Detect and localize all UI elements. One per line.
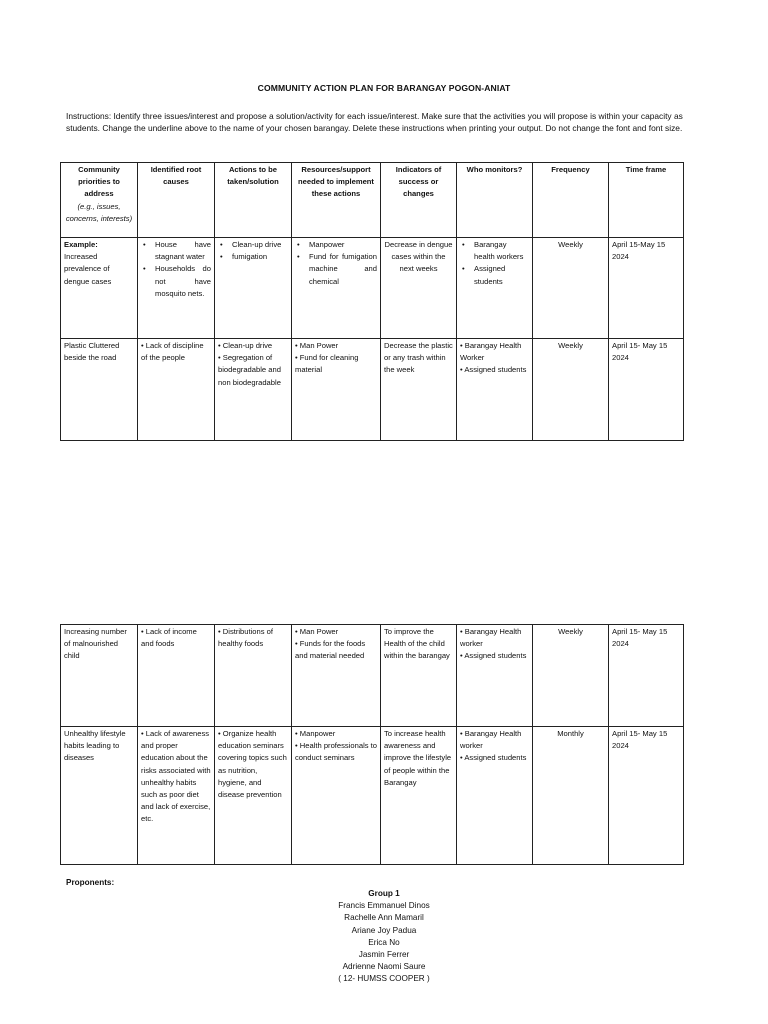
resources-cell: [292, 727, 381, 865]
instructions-paragraph: Instructions: Identify three issues/interest and propose a solution/activity for each issue/interest. Make sure that the activities you will propose is within your capacity as students. Change the underline above to the name of your chosen barangay. Delete these instructions when printing your output. Do not change the font and font size.: [66, 111, 683, 134]
table-header-row: [61, 163, 684, 238]
header-priorities-label: Community priorities to address: [78, 165, 120, 199]
member-name: Jasmin Ferrer: [358, 950, 410, 960]
priority-cell: Unhealthy lifestyle habits leading to diseases: [61, 727, 138, 865]
member-name: Rachelle Ann Mamaril: [344, 913, 424, 923]
list-item: • House have stagnant water: [141, 239, 211, 263]
list-item: • Clean-up drive: [218, 239, 288, 251]
list-item: • Barangay Health worker: [460, 627, 522, 649]
group-section: ( 12- HUMSS COOPER ): [338, 974, 430, 984]
actions-cell: [215, 238, 292, 339]
list-item: • Manpower: [295, 729, 336, 738]
member-name: Erica No: [368, 937, 400, 947]
indicators-cell: Decrease in dengue cases within the next weeks: [381, 238, 457, 339]
table-row: [61, 625, 684, 727]
header-actions: Actions to be taken/solution: [215, 163, 292, 238]
actions-cell: • Distributions of healthy foods: [215, 625, 292, 727]
group-title: Group 1: [368, 889, 400, 898]
header-frequency: Frequency: [533, 163, 609, 238]
list-item: • Man Power: [295, 341, 339, 350]
action-plan-table-continued: [60, 624, 684, 865]
monitors-cell: [457, 727, 533, 865]
frequency-cell: Weekly: [533, 339, 609, 441]
list-item: • Man Power: [295, 627, 339, 636]
header-root-causes: Identified root causes: [138, 163, 215, 238]
header-indicators: Indicators of success or changes: [381, 163, 457, 238]
list-item: • Funds for the foods and material needed: [295, 639, 366, 661]
monitors-cell: [457, 339, 533, 441]
monitors-cell: [457, 238, 533, 339]
table-row: [61, 339, 684, 441]
timeframe-cell: April 15-May 15 2024: [609, 238, 684, 339]
table-row: [61, 727, 684, 865]
group-members: [0, 888, 768, 986]
priority-cell: [61, 238, 138, 339]
list-item: • Barangay health workers: [460, 239, 529, 263]
list-item: • Clean-up drive: [218, 341, 273, 350]
list-item: • Barangay Health Worker: [460, 341, 522, 363]
causes-cell: • Lack of discipline of the people: [138, 339, 215, 441]
list-item: • Fund for cleaning material: [295, 353, 359, 375]
indicators-cell: To improve the Health of the child within the barangay: [381, 625, 457, 727]
indicators-cell: To increase health awareness and improve the lifestyle of people within the Barangay: [381, 727, 457, 865]
header-timeframe: Time frame: [609, 163, 684, 238]
monitors-cell: [457, 625, 533, 727]
table-row: [61, 238, 684, 339]
list-item: • fumigation: [218, 251, 288, 263]
resources-cell: [292, 238, 381, 339]
list-item: • Assigned students: [460, 263, 529, 287]
list-item: • Segregation of biodegradable and non biodegradable: [218, 353, 281, 387]
header-priorities-note: (e.g., issues, concerns, interests): [65, 201, 133, 223]
proponents-label: Proponents:: [66, 878, 115, 887]
resources-cell: [292, 625, 381, 727]
resources-cell: [292, 339, 381, 441]
header-monitors: Who monitors?: [457, 163, 533, 238]
list-item: • Fund for fumigation machine and chemical: [295, 251, 377, 288]
list-item: • Assigned students: [460, 651, 527, 661]
priority-text: Increased prevalence of dengue cases: [64, 252, 112, 286]
list-item: • Barangay Health worker: [460, 729, 522, 751]
frequency-cell: Monthly: [533, 727, 609, 865]
actions-cell: • Organize health education seminars covering topics such as nutrition, hygiene, and disease prevention: [215, 727, 292, 865]
member-name: Ariane Joy Padua: [351, 925, 417, 935]
list-item: • Assigned students: [460, 753, 527, 763]
actions-cell: [215, 339, 292, 441]
list-item: • Manpower: [295, 239, 377, 251]
priority-cell: Plastic Cluttered beside the road: [61, 339, 138, 441]
action-plan-table: [60, 162, 684, 441]
timeframe-cell: April 15- May 15 2024: [609, 727, 684, 865]
example-label: Example:: [64, 240, 98, 249]
timeframe-cell: April 15- May 15 2024: [609, 339, 684, 441]
causes-cell: • Lack of income and foods: [138, 625, 215, 727]
causes-cell: [138, 238, 215, 339]
frequency-cell: Weekly: [533, 625, 609, 727]
causes-cell: • Lack of awareness and proper education about the risks associated with unhealthy habits such as poor diet and lack of exercise, etc.: [138, 727, 215, 865]
header-resources: Resources/support needed to implement these actions: [292, 163, 381, 238]
header-priorities: [61, 163, 138, 238]
frequency-cell: Weekly: [533, 238, 609, 339]
list-item: • Health professionals to conduct seminars: [295, 741, 378, 763]
indicators-cell: Decrease the plastic or any trash within the week: [381, 339, 457, 441]
member-name: Adrienne Naomi Saure: [342, 962, 426, 972]
list-item: • Households do not have mosquito nets.: [141, 263, 211, 300]
member-name: Francis Emmanuel Dinos: [338, 901, 430, 911]
timeframe-cell: April 15- May 15 2024: [609, 625, 684, 727]
list-item: • Assigned students: [460, 365, 527, 375]
document-title: COMMUNITY ACTION PLAN FOR BARANGAY POGON-ANIAT: [257, 83, 511, 93]
priority-cell: Increasing number of malnourished child: [61, 625, 138, 727]
